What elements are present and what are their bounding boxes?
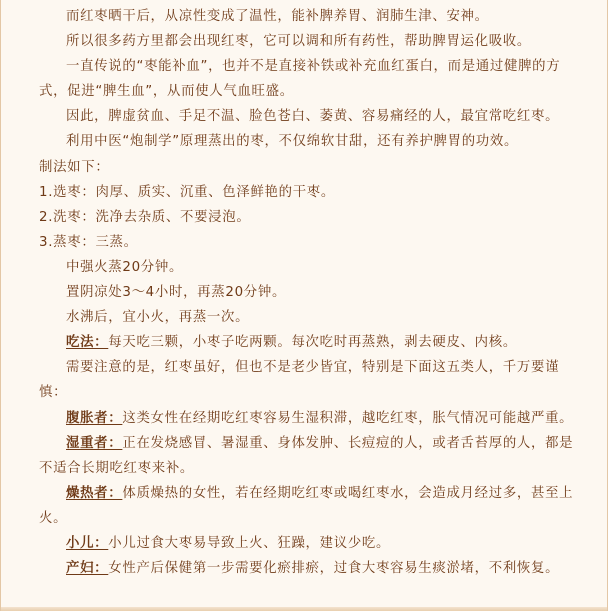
group-text: 体质燥热的女性，若在经期吃红枣或喝红枣水，会造成月经过多，甚至上火。 [39,485,574,526]
group-text: 正在发烧感冒、暑湿重、身体发肿、长痘痘的人，或者舌苔厚的人，都是不适合长期吃红枣来补。 [39,435,574,476]
group-dampness [39,431,579,481]
group-dry-heat [39,481,579,531]
paragraph-dried-jujube: 而红枣晒干后，从凉性变成了温性，能补脾养胃、润肺生津、安神。 [66,9,489,24]
page-bottom-rule [1,607,607,611]
step-wash: 2.洗枣：洗净去杂质、不要浸泡。 [39,209,251,225]
paragraph-steamed-jujube: 利用中医“炮制学”原理蒸出的枣，不仅绵软甘甜，还有养护脾胃的功效。 [66,134,519,150]
caution-paragraph: 需要注意的是，红枣虽好，但也不是老少皆宜，特别是下面这五类人，千万要谨慎： [39,360,560,401]
eating-method [39,330,579,355]
paragraph-blood-tonic: 一直传说的“枣能补血”，也并不是直接补铁或补充血红蛋白，而是通过健脾的方式，促进“脾生血”，从而使人气血旺盛。 [39,59,561,100]
group-children [39,531,579,556]
group-text: 小儿过食大枣易导致上火、狂躁，建议少吃。 [108,535,391,551]
group-label: 燥热者： [66,485,123,501]
paragraph-prescriptions: 所以很多药方里都会出现红枣，它可以调和所有药性，帮助脾胃运化吸收。 [66,34,531,50]
steam-step-3: 水沸后，宜小火，再蒸一次。 [66,310,250,326]
article-body [39,4,579,581]
paragraph-suitable-people: 因此，脾虚贫血、手足不温、脸色苍白、萎黄、容易痛经的人，最宜常吃红枣。 [66,109,560,125]
steam-step-2: 置阴凉处3～4小时，再蒸20分钟。 [66,285,287,301]
group-label: 产妇： [66,561,109,577]
group-bloating [39,406,579,431]
group-postpartum [39,556,579,581]
group-text: 女性产后保健第一步需要化瘀排瘀，过食大枣容易生痰淤堵，不利恢复。 [108,561,560,577]
group-text: 这类女性在经期吃红枣容易生湿积滞，越吃红枣，胀气情况可能越严重。 [122,410,574,426]
method-heading: 制法如下： [39,159,110,175]
steam-step-1: 中强火蒸20分钟。 [66,259,184,275]
eating-method-label: 吃法： [66,335,109,351]
step-steam: 3.蒸枣：三蒸。 [39,234,138,250]
eating-method-text: 每天吃三颗，小枣子吃两颗。每次吃时再蒸熟，剥去硬皮、内核。 [108,335,517,351]
group-label: 腹胀者： [66,410,123,426]
step-select: 1.选枣：肉厚、质实、沉重、色泽鲜艳的干枣。 [39,184,335,200]
group-label: 小儿： [66,535,109,551]
group-label: 湿重者： [66,435,123,451]
